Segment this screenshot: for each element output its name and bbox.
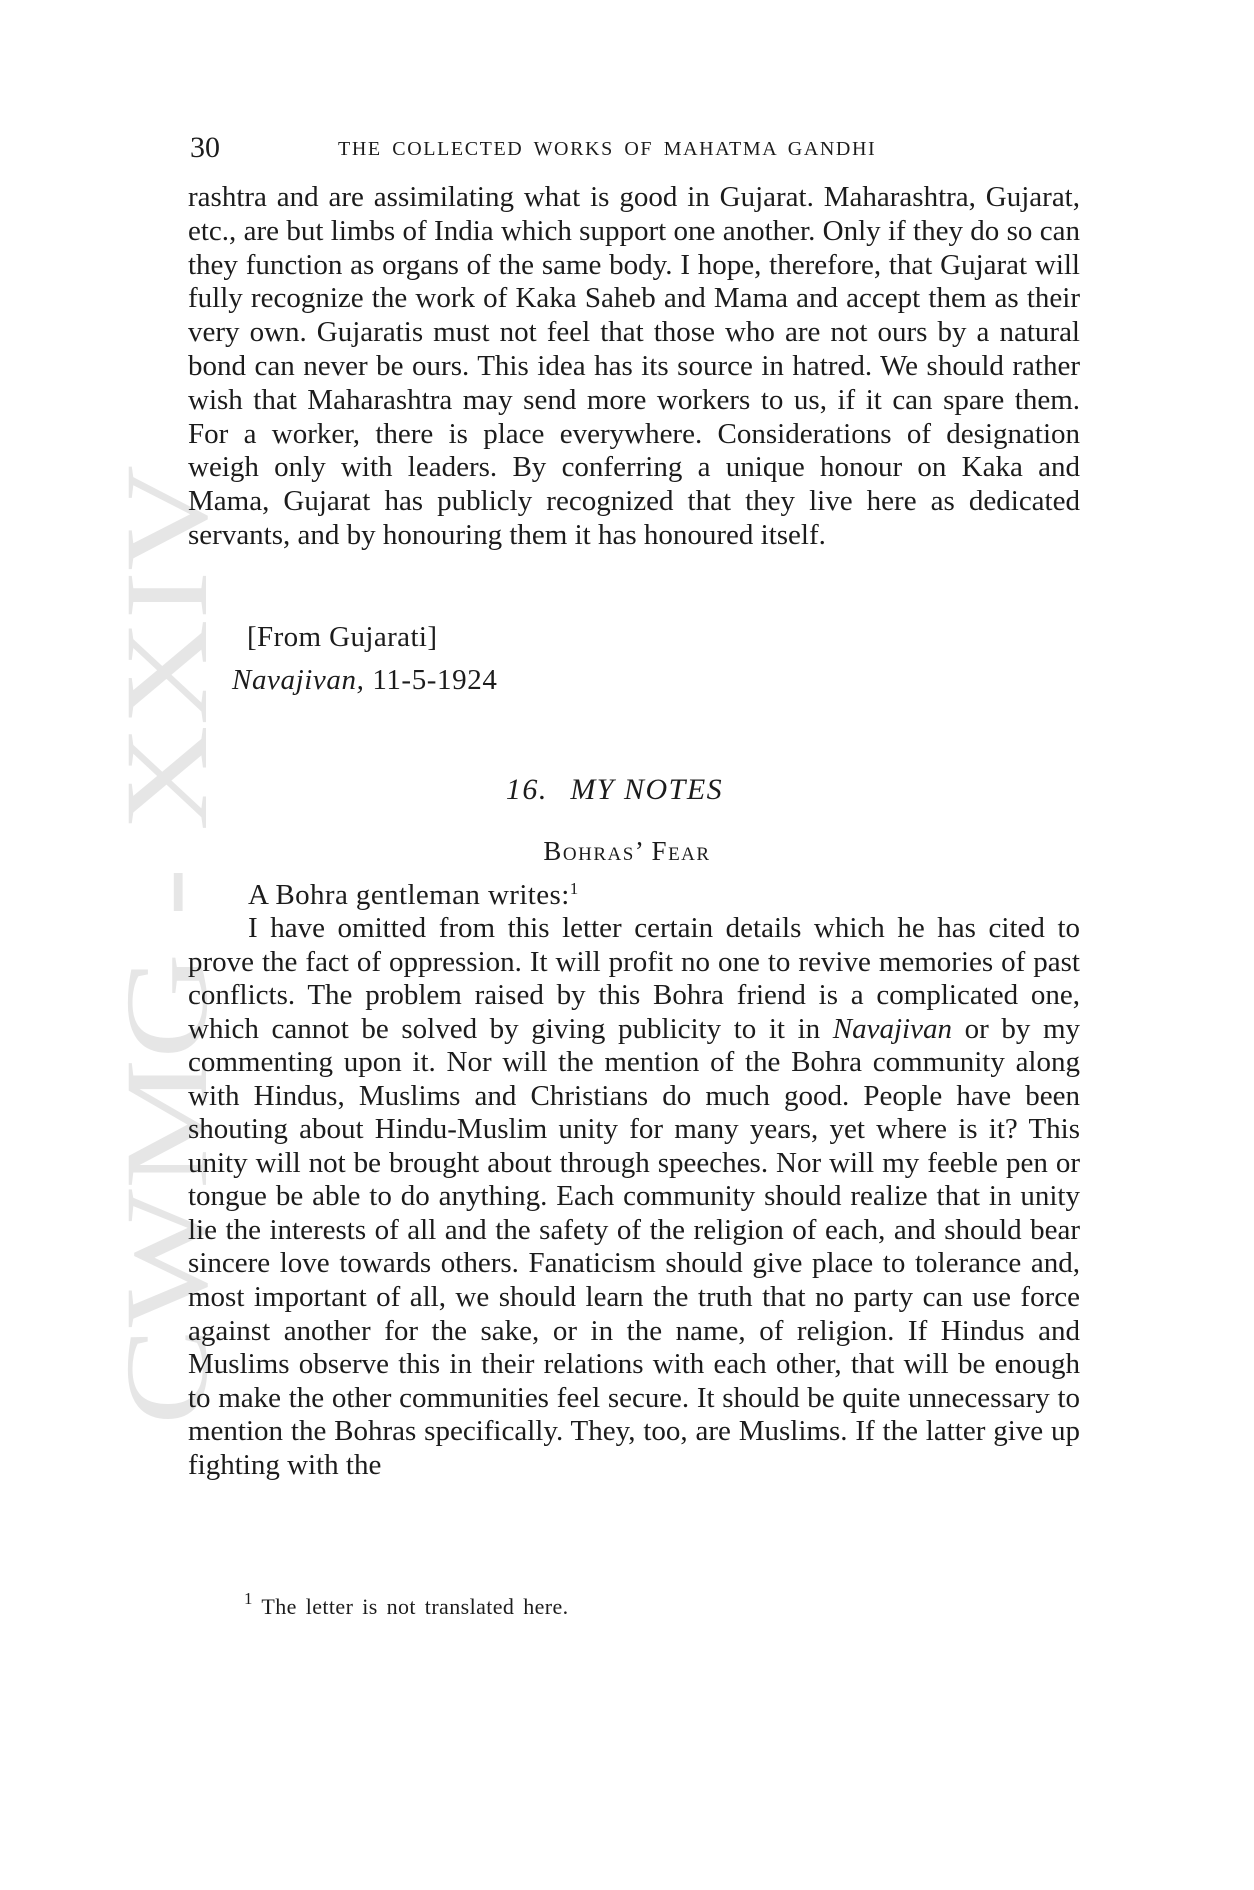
section-heading: Bohras’ Fear: [543, 836, 711, 866]
body-block: [188, 912, 1080, 1482]
page-number: 30: [190, 131, 220, 164]
article-title-text: MY NOTES: [570, 773, 724, 806]
footnote-marker: 1: [244, 1589, 253, 1608]
watermark-text: CWMG - XXIV: [101, 651, 232, 1425]
intro-text: A Bohra gentleman writes:: [248, 879, 570, 911]
citation-publication: Navajivan,: [232, 664, 365, 696]
continued-paragraph-block: [188, 181, 1080, 553]
footnote-reference: 1: [569, 879, 579, 898]
footnote-text: The letter is not translated here.: [261, 1594, 569, 1619]
citation: [232, 663, 497, 697]
body-text-part-2: or by my commenting upon it. Nor will the mention of the Bohra community along with Hindus, Muslims and Christians do much good. People have been shouting about Hindu-Muslim unity for many years, yet where is it? This unity will not be brought about through speeches. Nor will my feeble pen or tongue be able to do anything. Each community should realize that in unity lie the interests of all and the safety of the religion of each, and should bear sincere love towards others. Fanaticism should give place to tolerance and, most important of all, we should learn the truth that no party can use force against another for the sake, or in the name, of religion. If Hindus and Muslims observe this in their relations with each other, that will be enough to make the other communities feel secure. It should be quite unnecessary to mention the Bohras specifically. They, too, are Muslims. If the latter give up fighting with the: [188, 1012, 1081, 1481]
running-title: THE COLLECTED WORKS OF MAHATMA GANDHI: [338, 138, 877, 160]
body-text-italic: Navajivan: [832, 1012, 952, 1045]
article-number: 16.: [505, 773, 548, 806]
running-head: [190, 128, 1080, 168]
body-text-part-1: I have omitted from this letter certain details which he has cited to prove the fact of oppression. It will profit no one to revive memories of past conflicts. The problem raised by this Bohra friend is a complicated one, which cannot be solved by giving publicity to it in: [188, 912, 1080, 1045]
continued-paragraph: rashtra and are assimilating what is good in Gujarat. Maharashtra, Gujarat, etc., are but limbs of India which support one another. Only if they do so can they function as organs of the same body. I hope, therefore, that Gujarat will fully recognize the work of Kaka Saheb and Mama and accept them as their very own. Gujaratis must not feel that those who are not ours by a natural bond can never be ours. This idea has its source in hatred. We should rather wish that Maharashtra may send more workers to us, if it can spare them. For a worker, there is place everywhere. Considerations of designation weigh only with leaders. By conferring a unique honour on Kaka and Mama, Gujarat has publicly recognized that they live here as dedicated servants, and by honouring them it has honoured itself.: [188, 181, 1080, 551]
citation-date: 11-5-1924: [372, 664, 498, 696]
source-note: [From Gujarati]: [247, 621, 438, 653]
footnote: [244, 1589, 569, 1622]
body-paragraph: [188, 912, 1080, 1482]
intro-line: [248, 878, 579, 912]
article-title: [0, 770, 1229, 810]
